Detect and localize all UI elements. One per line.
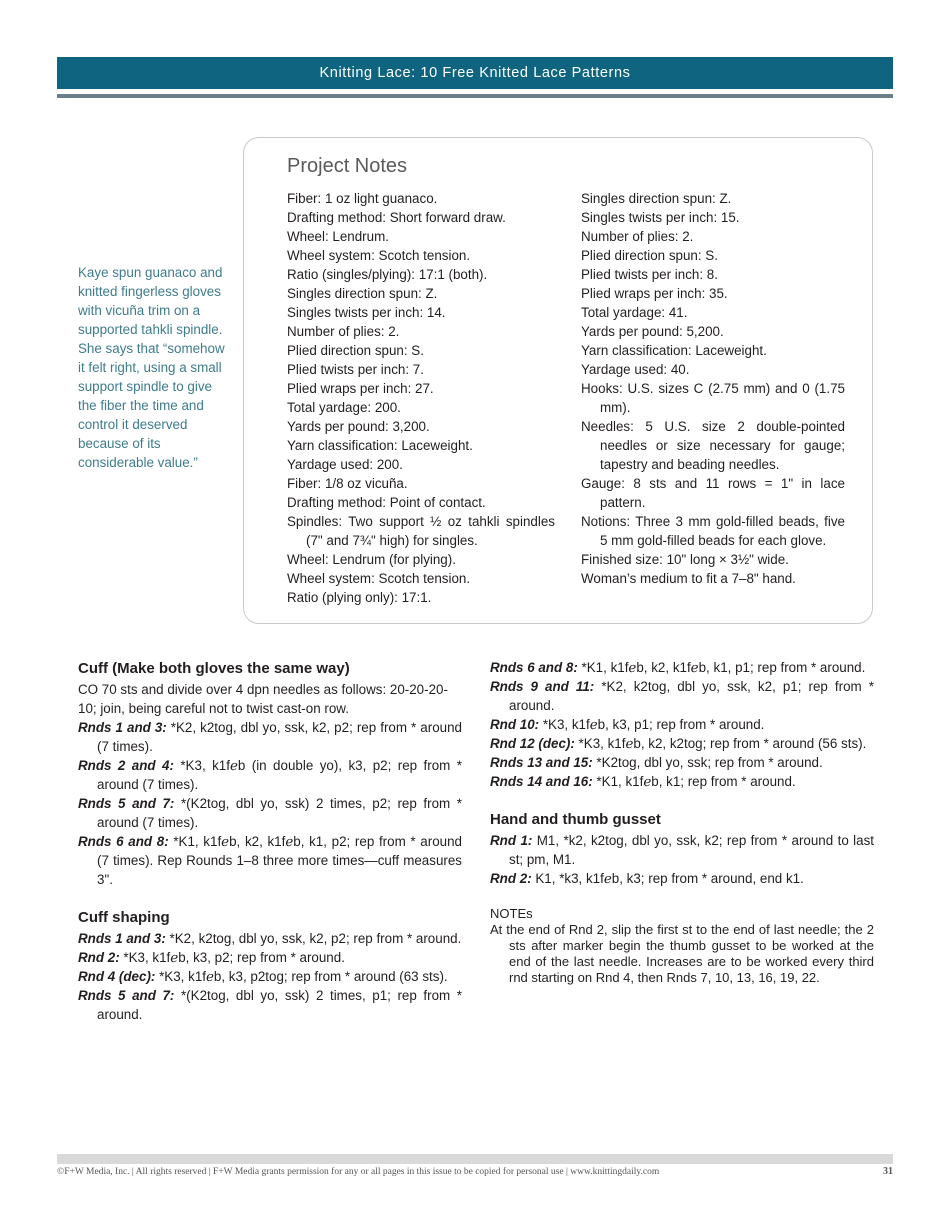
pattern-row: [490, 772, 874, 791]
note-line: Drafting method: Point of contact.: [287, 495, 486, 510]
pattern-row: [490, 658, 874, 677]
pattern-row: [78, 794, 462, 832]
note-line: Fiber: 1/8 oz vicuña.: [287, 476, 408, 491]
row-label: Rnd 2:: [78, 950, 120, 965]
pattern-row: [490, 715, 874, 734]
note-line: Wheel system: Scotch tension.: [287, 248, 471, 263]
row-text: *K3, k1fℯb, k3, p2; rep from * around.: [119, 950, 345, 965]
row-label: Rnd 12 (dec):: [490, 736, 575, 751]
note-line: Fiber: 1 oz light guanaco.: [287, 191, 438, 206]
note-line: Wheel system: Scotch tension.: [287, 571, 471, 586]
row-text: *K2, k2tog, dbl yo, ssk, k2, p2; rep from * around.: [165, 931, 462, 946]
row-text: *K1, k1fℯb, k1; rep from * around.: [592, 774, 796, 789]
header-rule: [57, 94, 893, 98]
row-text: *K2, k2tog, dbl yo, ssk, k2, p2; rep from * around (7 times).: [97, 720, 462, 754]
pattern-row: [78, 756, 462, 794]
row-label: Rnds 5 and 7:: [78, 796, 175, 811]
row-text: *K3, k1fℯb, k3, p2tog; rep from * around (63 sts).: [155, 969, 448, 984]
note-line: Ratio (singles/plying): 17:1 (both).: [287, 267, 488, 282]
row-label: Rnds 2 and 4:: [78, 758, 174, 773]
note-line: Finished size: 10" long × 3½" wide.: [581, 552, 789, 567]
page-number: 31: [883, 1166, 893, 1177]
note-line: Plied wraps per inch: 35.: [581, 286, 728, 301]
header-title: Knitting Lace: 10 Free Knitted Lace Patterns: [319, 65, 631, 81]
note-line: Plied direction spun: S.: [581, 248, 718, 263]
note-line: Yardage used: 40.: [581, 362, 690, 377]
note-line: Number of plies: 2.: [581, 229, 694, 244]
row-label: Rnd 4 (dec):: [78, 969, 156, 984]
note-line: Gauge: 8 sts and 11 rows = 1" in lace pattern.: [581, 476, 845, 510]
pattern-left-column: [78, 658, 462, 1024]
spacer: [78, 889, 462, 907]
hand-gusset-heading: Hand and thumb gusset: [490, 811, 661, 828]
pattern-row: [490, 753, 874, 772]
pattern-row: [78, 832, 462, 889]
notes-block: [490, 906, 874, 986]
notes-title: NOTEs: [490, 906, 533, 921]
note-line: Wheel: Lendrum.: [287, 229, 389, 244]
row-text: *K2, k2tog, dbl yo, ssk, k2, p1; rep from * around.: [509, 679, 874, 713]
project-notes-title: Project Notes: [287, 155, 408, 177]
pattern-row: [490, 869, 874, 888]
cuff-heading: Cuff (Make both gloves the same way): [78, 660, 350, 677]
spacer: [490, 791, 874, 809]
row-text: M1, *k2, k2tog, dbl yo, ssk, k2; rep from * around to last st; pm, M1.: [509, 833, 875, 867]
header-banner: [57, 57, 893, 89]
note-line: Needles: 5 U.S. size 2 double-pointed needles or size necessary for gauge; tapestry and beading needles.: [581, 419, 845, 472]
note-line: Singles twists per inch: 15.: [581, 210, 740, 225]
row-label: Rnds 1 and 3:: [78, 931, 166, 946]
pattern-row: [78, 986, 462, 1024]
note-line: Woman’s medium to fit a 7–8" hand.: [581, 571, 796, 586]
note-line: Singles direction spun: Z.: [581, 191, 732, 206]
note-line: Plied twists per inch: 8.: [581, 267, 718, 282]
note-line: Plied wraps per inch: 27.: [287, 381, 434, 396]
project-notes-right-column: [581, 189, 845, 588]
note-line: Singles direction spun: Z.: [287, 286, 438, 301]
note-line: Yards per pound: 3,200.: [287, 419, 430, 434]
row-label: Rnds 1 and 3:: [78, 720, 167, 735]
cuff-shaping-heading: Cuff shaping: [78, 909, 170, 926]
row-text: *K3, k1fℯb (in double yo), k3, p2; rep from * around (7 times).: [97, 758, 462, 792]
note-line: Notions: Three 3 mm gold-filled beads, five 5 mm gold-filled beads for each glove.: [581, 514, 845, 548]
row-text: *K1, k1fℯb, k2, k1fℯb, k1, p1; rep from * around.: [577, 660, 866, 675]
note-line: Drafting method: Short forward draw.: [287, 210, 506, 225]
pattern-row: [78, 929, 462, 948]
pattern-row: [490, 677, 874, 715]
row-label: Rnd 2:: [490, 871, 532, 886]
note-line: Plied twists per inch: 7.: [287, 362, 424, 377]
row-text: K1, *k3, k1fℯb, k3; rep from * around, end k1.: [531, 871, 804, 886]
row-text: *K1, k1fℯb, k2, k1fℯb, k1, p2; rep from * around (7 times). Rep Rounds 1–8 three more times—cuff measures 3".: [97, 834, 462, 887]
pattern-right-column: [490, 658, 874, 986]
row-label: Rnd 10:: [490, 717, 540, 732]
note-line: Total yardage: 200.: [287, 400, 401, 415]
footer-bar: [57, 1154, 893, 1164]
row-label: Rnds 14 and 16:: [490, 774, 593, 789]
row-text: *K3, k1fℯb, k3, p1; rep from * around.: [539, 717, 765, 732]
pattern-row: [78, 718, 462, 756]
row-text: *K3, k1fℯb, k2, k2tog; rep from * around (56 sts).: [574, 736, 867, 751]
row-label: Rnds 13 and 15:: [490, 755, 593, 770]
note-line: Singles twists per inch: 14.: [287, 305, 446, 320]
pattern-row: [78, 967, 462, 986]
note-line: Spindles: Two support ½ oz tahkli spindles (7" and 7¾" high) for singles.: [287, 514, 555, 548]
note-line: Ratio (plying only): 17:1.: [287, 590, 432, 605]
footer-copyright: ©F+W Media, Inc. | All rights reserved | F+W Media grants permission for any or all pages in this issue to be copied for personal use | www.knittingdaily.com: [57, 1167, 660, 1177]
cuff-intro: CO 70 sts and divide over 4 dpn needles as follows: 20-20-20-10; join, being careful not to twist cast-on row.: [78, 682, 448, 716]
row-label: Rnds 6 and 8:: [490, 660, 578, 675]
row-text: *(K2tog, dbl yo, ssk) 2 times, p2; rep from * around (7 times).: [97, 796, 462, 830]
row-text: *(K2tog, dbl yo, ssk) 2 times, p1; rep from * around.: [97, 988, 462, 1022]
note-line: Wheel: Lendrum (for plying).: [287, 552, 456, 567]
row-label: Rnds 6 and 8:: [78, 834, 169, 849]
note-line: Plied direction spun: S.: [287, 343, 424, 358]
pattern-row: [490, 831, 874, 869]
row-text: *K2tog, dbl yo, ssk; rep from * around.: [592, 755, 823, 770]
sidebar-caption: Kaye spun guanaco and knitted fingerless gloves with vicuña trim on a supported tahkli spindle. She says that “somehow it felt right, using a small support spindle to give the fiber the time and control it deserved because of its considerable value.”: [78, 265, 225, 470]
project-notes-left-column: [287, 189, 555, 607]
note-line: Yarn classification: Laceweight.: [581, 343, 767, 358]
note-line: Yards per pound: 5,200.: [581, 324, 724, 339]
note-line: Yardage used: 200.: [287, 457, 403, 472]
note-line: Total yardage: 41.: [581, 305, 688, 320]
notes-text: At the end of Rnd 2, slip the first st to the end of last needle; the 2 sts after marker begin the thumb gusset to be worked at the end of the last needle. Increases are to be worked every third rnd starting on Rnd 4, then Rnds 7, 10, 13, 16, 19, 22.: [490, 922, 874, 985]
row-label: Rnds 9 and 11:: [490, 679, 595, 694]
note-line: Number of plies: 2.: [287, 324, 400, 339]
pattern-row: [78, 948, 462, 967]
note-line: Yarn classification: Laceweight.: [287, 438, 473, 453]
note-line: Hooks: U.S. sizes C (2.75 mm) and 0 (1.75 mm).: [581, 381, 845, 415]
pattern-row: [490, 734, 874, 753]
row-label: Rnds 5 and 7:: [78, 988, 175, 1003]
row-label: Rnd 1:: [490, 833, 533, 848]
